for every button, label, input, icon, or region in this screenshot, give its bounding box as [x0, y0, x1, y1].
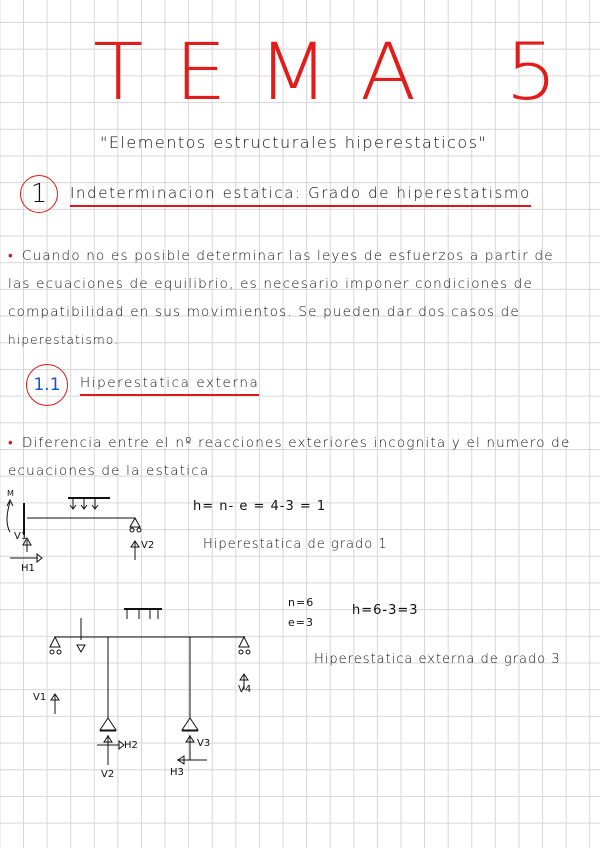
- reaction-label-v2: V2: [141, 540, 155, 551]
- reaction-label-v4: V4: [238, 684, 252, 695]
- moment-label: M: [7, 489, 14, 498]
- diagram-2-frame: [50, 609, 250, 765]
- subtitle: "Elementos estructurales hiperestaticos": [100, 133, 488, 152]
- result-1: Hiperestatica de grado 1: [203, 537, 388, 552]
- e-value: e=3: [288, 616, 314, 629]
- subsection-number: 1.1: [33, 375, 61, 395]
- equation-2: h=6-3=3: [352, 603, 419, 618]
- subsection-heading: Hiperestatica externa: [80, 375, 259, 396]
- reaction-label-h3: H3: [170, 767, 184, 778]
- section-number: 1: [30, 179, 48, 209]
- reaction-label-v2: V2: [101, 769, 115, 780]
- diagram-1-beam: [7, 498, 141, 562]
- line-text: Cuando no es posible determinar las leyes de esfuerzos a partir de: [21, 248, 554, 264]
- reaction-label-v3: V3: [197, 738, 211, 749]
- n-value: n=6: [288, 596, 315, 609]
- page-title: TEMA 5: [93, 28, 589, 118]
- result-2: Hiperestatica externa de grado 3: [314, 652, 561, 667]
- bullet-icon: •: [8, 248, 14, 264]
- paragraph-line: ecuaciones de la estatica: [8, 463, 210, 479]
- paragraph-line: hiperestatismo.: [8, 333, 120, 347]
- reaction-label-v1: V1: [33, 692, 47, 703]
- section-heading: Indeterminacion estatica: Grado de hiperestatismo: [70, 184, 531, 207]
- reaction-label-h1: H1: [21, 563, 35, 574]
- line-text: Diferencia entre el nº reacciones exteriores incognita y el numero de: [21, 435, 571, 451]
- reaction-label-h2: H2: [124, 740, 138, 751]
- equation-1: h= n- e = 4-3 = 1: [193, 499, 327, 514]
- bullet-icon: •: [8, 435, 14, 451]
- paragraph-line: compatibilidad en sus movimientos. Se pueden dar dos casos de: [8, 304, 520, 320]
- reaction-label-v1: V1: [14, 531, 28, 542]
- paragraph-line: las ecuaciones de equilibrio, es necesario imponer condiciones de: [8, 276, 533, 292]
